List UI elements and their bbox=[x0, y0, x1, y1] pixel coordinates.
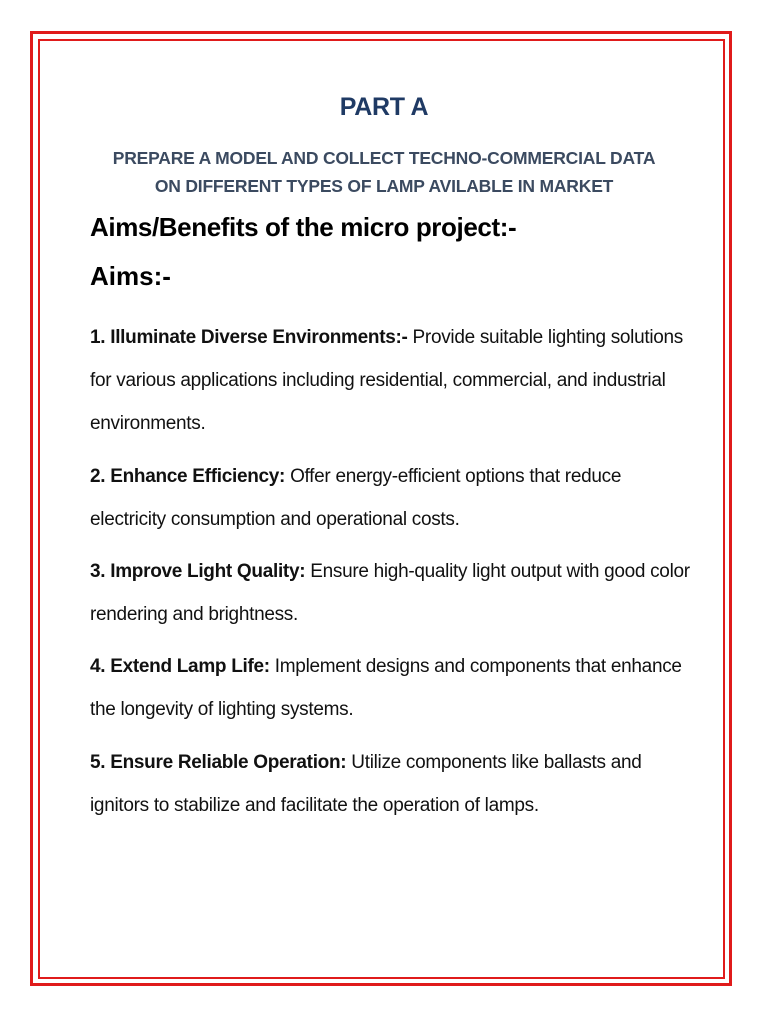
subtitle-line-2: ON DIFFERENT TYPES OF LAMP AVILABLE IN MARKET bbox=[154, 176, 614, 196]
aim-item-1 bbox=[90, 316, 690, 445]
aim-item-2 bbox=[90, 455, 690, 541]
aim-text: Ensure high-quality light output with good color rendering and brightness. bbox=[90, 561, 690, 625]
benefits-heading: Aims/Benefits of the micro project:- bbox=[90, 212, 517, 242]
aim-text: Implement designs and components that enhance the longevity of lighting systems. bbox=[90, 656, 682, 720]
aim-item-3 bbox=[90, 550, 690, 636]
aim-text: Provide suitable lighting solutions for various applications including residential, commercial, and industrial environments. bbox=[90, 327, 684, 434]
aim-lead: 3. Improve Light Quality: bbox=[90, 561, 306, 582]
aim-text: Utilize components like ballasts and ignitors to stabilize and facilitate the operation of lamps. bbox=[90, 752, 642, 816]
subtitle-line-1: PREPARE A MODEL AND COLLECT TECHNO-COMMERCIAL DATA bbox=[112, 148, 656, 168]
aim-item-5 bbox=[90, 741, 690, 827]
aim-lead: 1. Illuminate Diverse Environments:- bbox=[90, 327, 408, 348]
project-subtitle bbox=[60, 144, 708, 200]
aim-lead: 2. Enhance Efficiency: bbox=[90, 466, 286, 487]
aim-lead: 4. Extend Lamp Life: bbox=[90, 656, 270, 677]
aims-heading: Aims:- bbox=[90, 261, 171, 291]
aim-lead: 5. Ensure Reliable Operation: bbox=[90, 752, 347, 773]
aim-item-4 bbox=[90, 645, 690, 731]
part-title: PART A bbox=[339, 93, 429, 121]
aim-text: Offer energy-efficient options that reduce electricity consumption and operational costs. bbox=[90, 466, 622, 530]
